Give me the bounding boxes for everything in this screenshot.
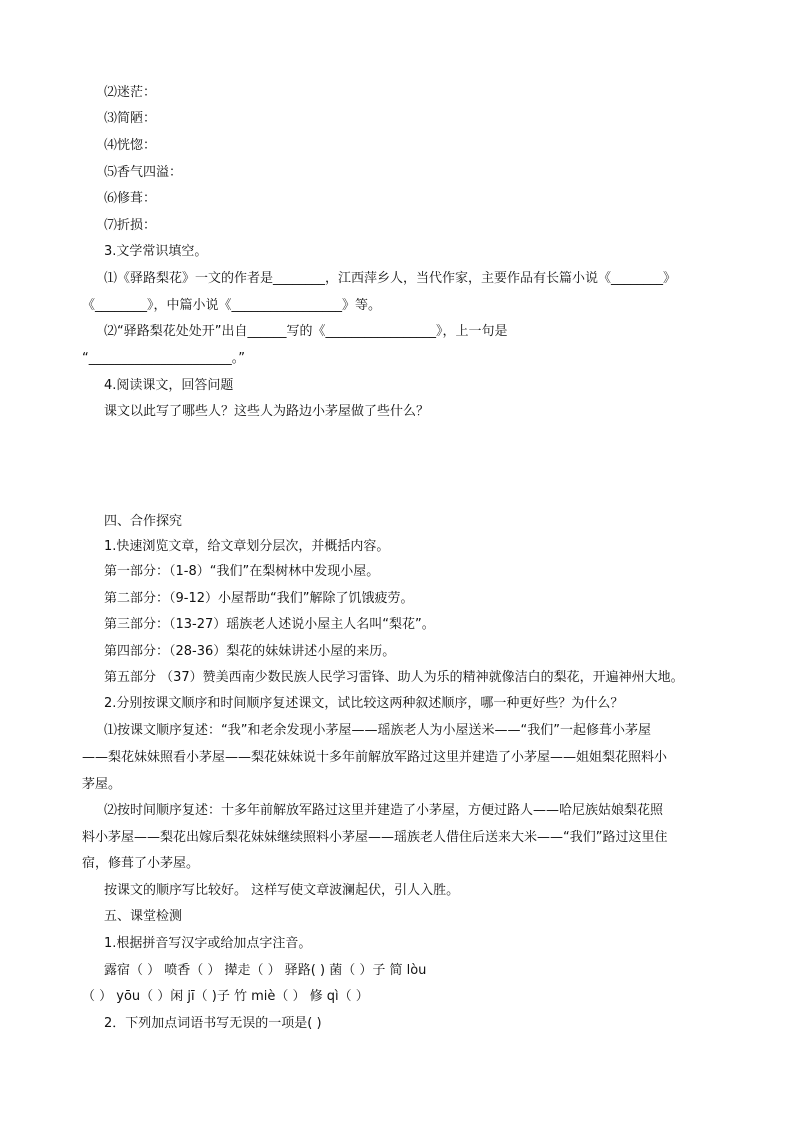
section4-q1-title: 1.快速浏览文章，给文章划分层次，并概括内容。: [104, 539, 390, 554]
section5-heading: 五、课堂检测: [104, 909, 183, 924]
section4-heading: 四、合作探究: [104, 514, 183, 529]
pinyin-line1: 露宿（ ） 喷香（ ） 撵走（ ） 驿路( ) 菌（ ）子 简 lòu: [104, 963, 427, 978]
answer1-line2: ——梨花妹妹照看小茅屋——梨花妹妹说十多年前解放军路过这里并建造了小茅屋——姐姐梨花照料小: [82, 750, 668, 765]
answer1-line1: ⑴按课文顺序复述：“我”和老余发现小茅屋——瑶族老人为小屋送米——“我们”一起修葺小茅屋: [104, 723, 651, 738]
part-line: 第一部分：（1-8）“我们”在梨树林中发现小屋。: [104, 564, 380, 579]
answer2-line3: 宿，修葺了小茅屋。: [82, 856, 200, 871]
section3-item: ⑷恍惚：: [104, 138, 157, 153]
pinyin-line2: （ ） yōu（ ）闲 jī（ )子 竹 miè（ ） 修 qì（ ）: [82, 989, 369, 1004]
section5-q2-title: 2．下列加点词语书写无误的一项是( ): [104, 1016, 322, 1031]
section3-item: ⑵迷茫：: [104, 85, 157, 100]
conclusion: 按课文的顺序写比较好。 这样写使文章波澜起伏，引人入胜。: [104, 883, 460, 898]
q3-title: 3.文学常识填空。: [104, 244, 208, 259]
section3-item: ⑺折损：: [104, 218, 157, 233]
section3-item: ⑹修葺：: [104, 191, 157, 206]
section4-q2-title: 2.分别按课文顺序和时间顺序复述课文，试比较这两种叙述顺序，哪一种更好些？为什么？: [104, 696, 624, 711]
q4-title: 4.阅读课文，回答问题: [104, 378, 234, 393]
part-line: 第四部分：（28-36）梨花的妹妹讲述小屋的来历。: [104, 644, 396, 659]
section5-q1-title: 1.根据拼音写汉字或给加点字注音。: [104, 936, 312, 951]
q3-p2-line1: ⑵“驿路梨花处处开”出自______写的《_________________》，上一句是: [104, 324, 508, 339]
q4-question: 课文以此写了哪些人？这些人为路边小茅屋做了些什么？: [104, 404, 430, 419]
answer2-line1: ⑵按时间顺序复述：十多年前解放军路过这里并建造了小茅屋，方便过路人——哈尼族姑娘梨花照: [104, 803, 664, 818]
part-line: 第三部分：（13-27）瑶族老人述说小屋主人名叫“梨花”。: [104, 617, 435, 632]
answer2-line2: 料小茅屋——梨花出嫁后梨花妹妹继续照料小茅屋——瑶族老人借住后送来大米——“我们”路过这里住: [82, 830, 668, 845]
q3-p1-line2: 《________》，中篇小说《_________________》等。: [82, 298, 382, 313]
q3-p1-line1: ⑴《驿路梨花》一文的作者是________，江西萍乡人，当代作家，主要作品有长篇小说《________》: [104, 271, 677, 286]
section3-item: ⑶简陋：: [104, 111, 157, 126]
q3-p2-line2: “______________________。”: [82, 351, 245, 366]
part-line: 第五部分 （37）赞美西南少数民族人民学习雷锋、助人为乐的精神就像洁白的梨花，开遍神州大地。: [104, 670, 684, 685]
part-line: 第二部分：（9-12）小屋帮助“我们”解除了饥饿疲劳。: [104, 591, 414, 606]
section3-item: ⑸香气四溢：: [104, 165, 183, 180]
answer1-line3: 茅屋。: [82, 777, 122, 792]
